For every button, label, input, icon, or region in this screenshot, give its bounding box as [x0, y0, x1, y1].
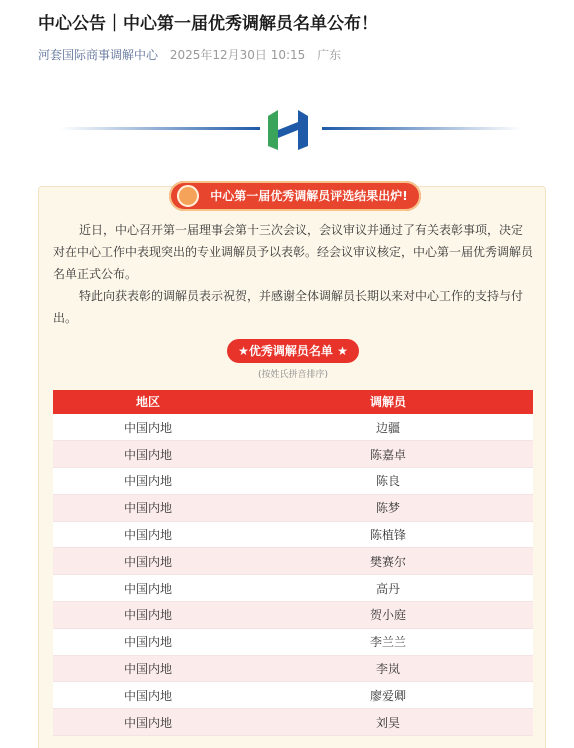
column-header-region: 地区	[53, 390, 243, 414]
table-row	[53, 575, 533, 602]
cell-name: 刘昊	[243, 709, 533, 736]
cell-region: 中国内地	[53, 494, 243, 521]
table-row	[53, 468, 533, 495]
cell-name: 李兰兰	[243, 628, 533, 655]
table-row	[53, 414, 533, 441]
cell-name: 贺小庭	[243, 602, 533, 629]
notice-paragraph-2: 特此向获表彰的调解员表示祝贺，并感谢全体调解员长期以来对中心工作的支持与付出。	[53, 289, 524, 325]
cell-region: 中国内地	[53, 655, 243, 682]
article-meta	[38, 46, 341, 64]
cell-name: 陈植锋	[243, 521, 533, 548]
table-row	[53, 682, 533, 709]
table-row	[53, 494, 533, 521]
cell-region: 中国内地	[53, 575, 243, 602]
cell-region: 中国内地	[53, 441, 243, 468]
cell-region: 中国内地	[53, 682, 243, 709]
notice-ribbon-banner	[169, 181, 421, 211]
cell-region: 中国内地	[53, 709, 243, 736]
cell-name: 陈梦	[243, 494, 533, 521]
notice-card	[38, 186, 546, 748]
table-row	[53, 521, 533, 548]
cell-region: 中国内地	[53, 468, 243, 495]
sort-note: (按姓氏拼音排序)	[257, 370, 329, 380]
article-location: 广东	[317, 48, 342, 62]
cell-name: 廖爱卿	[243, 682, 533, 709]
article-title: 中心公告｜中心第一届优秀调解员名单公布！	[38, 14, 378, 34]
cell-region: 中国内地	[53, 414, 243, 441]
table-row	[53, 602, 533, 629]
notice-paragraph-1: 近日，中心召开第一届理事会第十三次会议，会议审议并通过了有关表彰事项，决定对在中心工作中表现突出的专业调解员予以表彰。经会议审议核定，中心第一届优秀调解员名单正式公布。	[53, 223, 534, 281]
cell-region: 中国内地	[53, 602, 243, 629]
table-row	[53, 548, 533, 575]
cell-name: 高丹	[243, 575, 533, 602]
article-datetime: 2025年12月30日 10:15	[169, 48, 306, 62]
center-logo-icon	[268, 110, 308, 150]
header-logo-banner	[0, 100, 574, 160]
cell-region: 中国内地	[53, 628, 243, 655]
table-row	[53, 709, 533, 736]
mediator-table	[53, 390, 533, 736]
notice-ribbon-label: 中心第一届优秀调解员评选结果出炉!	[210, 189, 408, 203]
table-row	[53, 441, 533, 468]
cell-name: 李岚	[243, 655, 533, 682]
cell-name: 陈良	[243, 468, 533, 495]
seal-icon	[177, 185, 199, 207]
cell-name: 陈嘉卓	[243, 441, 533, 468]
cell-region: 中国内地	[53, 548, 243, 575]
column-header-mediator: 调解员	[243, 390, 533, 414]
cell-name: 樊赛尔	[243, 548, 533, 575]
cell-region: 中国内地	[53, 521, 243, 548]
list-heading-pill: ★优秀调解员名单 ★	[227, 339, 359, 363]
table-row	[53, 628, 533, 655]
table-header-row	[53, 390, 533, 414]
cell-name: 边疆	[243, 414, 533, 441]
table-row	[53, 655, 533, 682]
article-source-link[interactable]: 河套国际商事调解中心	[38, 48, 159, 62]
